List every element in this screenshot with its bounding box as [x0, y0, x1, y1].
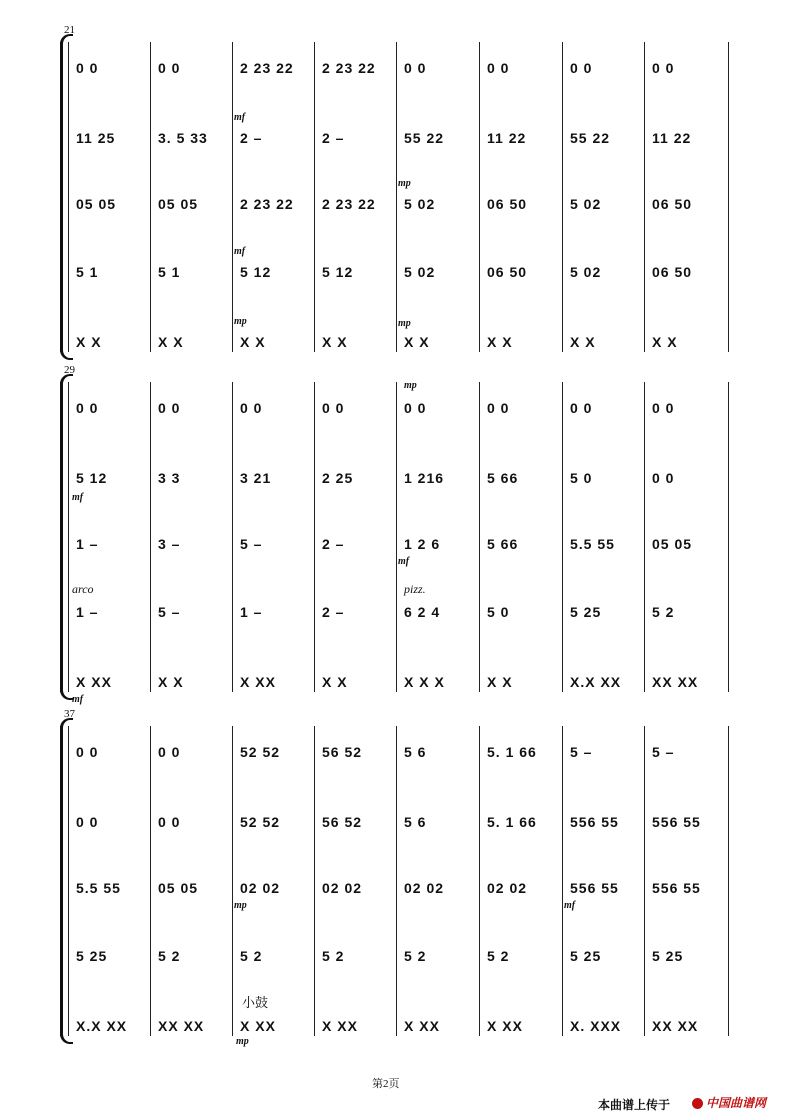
notation-cell: 5 1 [76, 264, 99, 280]
barline [150, 382, 151, 692]
barline [562, 42, 563, 352]
notation-cell: 5 02 [404, 196, 436, 212]
notation-cell: 11 22 [652, 130, 692, 146]
notation-cell: 5 25 [76, 948, 108, 964]
notation-cell: 2 25 [322, 470, 354, 486]
barline [396, 42, 397, 352]
notation-cell: 5 – [240, 536, 263, 552]
notation-cell: 5 2 [158, 948, 181, 964]
notation-cell: 5 0 [570, 470, 593, 486]
notation-cell: 0 0 [240, 400, 263, 416]
notation-cell: X X [652, 334, 678, 350]
notation-cell: X X X [404, 674, 445, 690]
notation-cell: 2 – [322, 130, 345, 146]
notation-cell: X. XXX [570, 1018, 622, 1034]
barline [232, 382, 233, 692]
barline [314, 726, 315, 1036]
notation-cell: 3 – [158, 536, 181, 552]
notation-cell: 5 2 [404, 948, 427, 964]
system-bracket [60, 382, 63, 692]
notation-cell: X X [322, 674, 348, 690]
notation-cell: 0 0 [158, 744, 181, 760]
dynamic-mark: mp [404, 380, 417, 391]
dynamic-mark: mp [398, 178, 411, 189]
notation-cell: 0 0 [158, 60, 181, 76]
dynamic-mark: mp [398, 318, 411, 329]
notation-cell: 0 0 [76, 400, 99, 416]
notation-cell: 56 52 [322, 744, 363, 760]
barline [728, 382, 729, 692]
dynamic-mark: mf [234, 246, 246, 257]
notation-cell: 0 0 [158, 400, 181, 416]
notation-cell: 55 22 [404, 130, 445, 146]
barline [479, 726, 480, 1036]
notation-cell: 5 1 [158, 264, 181, 280]
notation-cell: 06 50 [487, 196, 528, 212]
notation-cell: X X [487, 674, 513, 690]
dynamic-mark: mp [234, 900, 247, 911]
measure-number: 37 [64, 708, 75, 720]
notation-cell: 0 0 [487, 60, 510, 76]
barline [150, 726, 151, 1036]
measure-number: 21 [64, 24, 75, 36]
barline [562, 382, 563, 692]
notation-cell: 5 – [158, 604, 181, 620]
score-system [0, 364, 790, 705]
notation-cell: X X [158, 334, 184, 350]
barline [314, 42, 315, 352]
notation-cell: 2 23 22 [322, 196, 376, 212]
dynamic-mark: mp [236, 1036, 249, 1047]
notation-cell: X XX [404, 1018, 440, 1034]
barline [644, 42, 645, 352]
system-bracket [60, 726, 63, 1036]
notation-cell: 0 0 [570, 60, 593, 76]
site-logo[interactable] [692, 1094, 766, 1111]
playing-technique: pizz. [404, 582, 426, 596]
notation-cell: 5.5 55 [570, 536, 615, 552]
notation-cell: 02 02 [240, 880, 281, 896]
site-name: 中国曲谱网 [706, 1096, 767, 1110]
notation-cell: 1 – [76, 604, 99, 620]
notation-cell: 1 216 [404, 470, 445, 486]
notation-cell: 0 0 [404, 400, 427, 416]
notation-cell: 3 21 [240, 470, 272, 486]
notation-cell: 5 2 [240, 948, 263, 964]
notation-cell: X XX [322, 1018, 358, 1034]
notation-cell: 0 0 [570, 400, 593, 416]
barline [644, 726, 645, 1036]
notation-cell: X XX [240, 1018, 276, 1034]
notation-cell: 1 2 6 [404, 536, 441, 552]
dynamic-mark: mf [564, 900, 576, 911]
measure-number: 29 [64, 364, 75, 376]
notation-cell: 56 52 [322, 814, 363, 830]
notation-cell: 2 – [322, 604, 345, 620]
notation-cell: 5 66 [487, 470, 519, 486]
barline [728, 726, 729, 1036]
notation-cell: 11 22 [487, 130, 527, 146]
notation-cell: 0 0 [76, 60, 99, 76]
notation-cell: 06 50 [652, 264, 693, 280]
notation-cell: X X [158, 674, 184, 690]
notation-cell: X X [404, 334, 430, 350]
notation-cell: 06 50 [487, 264, 528, 280]
notation-cell: 52 52 [240, 744, 281, 760]
notation-cell: 0 0 [322, 400, 345, 416]
notation-cell: 556 55 [652, 880, 701, 896]
notation-cell: 1 – [240, 604, 263, 620]
notation-cell: 0 0 [652, 60, 675, 76]
playing-technique: arco [72, 582, 94, 596]
system-bracket [60, 42, 63, 352]
notation-cell: 02 02 [404, 880, 445, 896]
notation-cell: XX XX [652, 674, 699, 690]
notation-cell: XX XX [158, 1018, 205, 1034]
notation-cell: 11 25 [76, 130, 116, 146]
notation-cell: 5 6 [404, 814, 427, 830]
score-system [0, 708, 790, 1047]
notation-cell: 0 0 [158, 814, 181, 830]
notation-cell: 2 – [322, 536, 345, 552]
notation-cell: X X [76, 334, 102, 350]
notation-cell: 6 2 4 [404, 604, 441, 620]
notation-cell: 5 25 [570, 948, 602, 964]
notation-cell: XX XX [652, 1018, 699, 1034]
notation-cell: 55 22 [570, 130, 611, 146]
notation-cell: 0 0 [652, 470, 675, 486]
notation-cell: 5 25 [652, 948, 684, 964]
notation-cell: 2 23 22 [240, 196, 294, 212]
barline [479, 42, 480, 352]
notation-cell: 52 52 [240, 814, 281, 830]
notation-cell: 02 02 [322, 880, 363, 896]
notation-cell: 06 50 [652, 196, 693, 212]
barline [396, 382, 397, 692]
notation-cell: 5. 1 66 [487, 744, 537, 760]
notation-cell: 1 – [76, 536, 99, 552]
notation-cell: X XX [240, 674, 276, 690]
barline [68, 42, 69, 352]
barline [232, 42, 233, 352]
barline [562, 726, 563, 1036]
notation-cell: 05 05 [158, 880, 199, 896]
notation-cell: 05 05 [652, 536, 693, 552]
notation-cell: X.X XX [76, 1018, 128, 1034]
logo-icon [692, 1098, 703, 1109]
notation-cell: 5 12 [76, 470, 108, 486]
notation-cell: 3 3 [158, 470, 181, 486]
notation-cell: X X [240, 334, 266, 350]
notation-cell: 5. 1 66 [487, 814, 537, 830]
barline [479, 382, 480, 692]
notation-cell: 02 02 [487, 880, 528, 896]
notation-cell: 0 0 [487, 400, 510, 416]
notation-cell: 556 55 [570, 814, 619, 830]
notation-cell: 556 55 [570, 880, 619, 896]
dynamic-mark: mf [72, 694, 84, 705]
notation-cell: X XX [487, 1018, 523, 1034]
notation-cell: 5 2 [487, 948, 510, 964]
barline [728, 42, 729, 352]
dynamic-mark: mf [234, 112, 246, 123]
barline [314, 382, 315, 692]
notation-cell: X X [570, 334, 596, 350]
barline [68, 382, 69, 692]
notation-cell: 5 02 [404, 264, 436, 280]
notation-cell: 5 66 [487, 536, 519, 552]
notation-cell: X XX [76, 674, 112, 690]
barline [68, 726, 69, 1036]
notation-cell: 5 02 [570, 196, 602, 212]
notation-cell: 556 55 [652, 814, 701, 830]
notation-cell: 5 02 [570, 264, 602, 280]
notation-cell: 5 25 [570, 604, 602, 620]
notation-cell: 5 12 [322, 264, 354, 280]
notation-cell: 5 2 [652, 604, 675, 620]
barline [232, 726, 233, 1036]
notation-cell: 5 – [570, 744, 593, 760]
page-number: 第2页 [372, 1078, 400, 1090]
notation-cell: 0 0 [76, 744, 99, 760]
notation-cell: 2 23 22 [322, 60, 376, 76]
notation-cell: 2 23 22 [240, 60, 294, 76]
notation-cell: X X [322, 334, 348, 350]
dynamic-mark: mp [234, 316, 247, 327]
notation-cell: 5 2 [322, 948, 345, 964]
barline [644, 382, 645, 692]
notation-cell: X.X XX [570, 674, 622, 690]
upload-note: 本曲谱上传于 [598, 1098, 671, 1112]
barline [150, 42, 151, 352]
notation-cell: 0 0 [76, 814, 99, 830]
notation-cell: X X [487, 334, 513, 350]
notation-cell: 5 6 [404, 744, 427, 760]
notation-cell: 05 05 [76, 196, 117, 212]
notation-cell: 2 – [240, 130, 263, 146]
dynamic-mark: mf [398, 556, 410, 567]
notation-cell: 05 05 [158, 196, 199, 212]
instrument-label: 小鼓 [242, 995, 269, 1010]
barline [396, 726, 397, 1036]
dynamic-mark: mf [72, 492, 84, 503]
notation-cell: 5 12 [240, 264, 272, 280]
notation-cell: 5 0 [487, 604, 510, 620]
notation-cell: 0 0 [652, 400, 675, 416]
notation-cell: 0 0 [404, 60, 427, 76]
notation-cell: 5 – [652, 744, 675, 760]
notation-cell: 5.5 55 [76, 880, 121, 896]
notation-cell: 3. 5 33 [158, 130, 208, 146]
